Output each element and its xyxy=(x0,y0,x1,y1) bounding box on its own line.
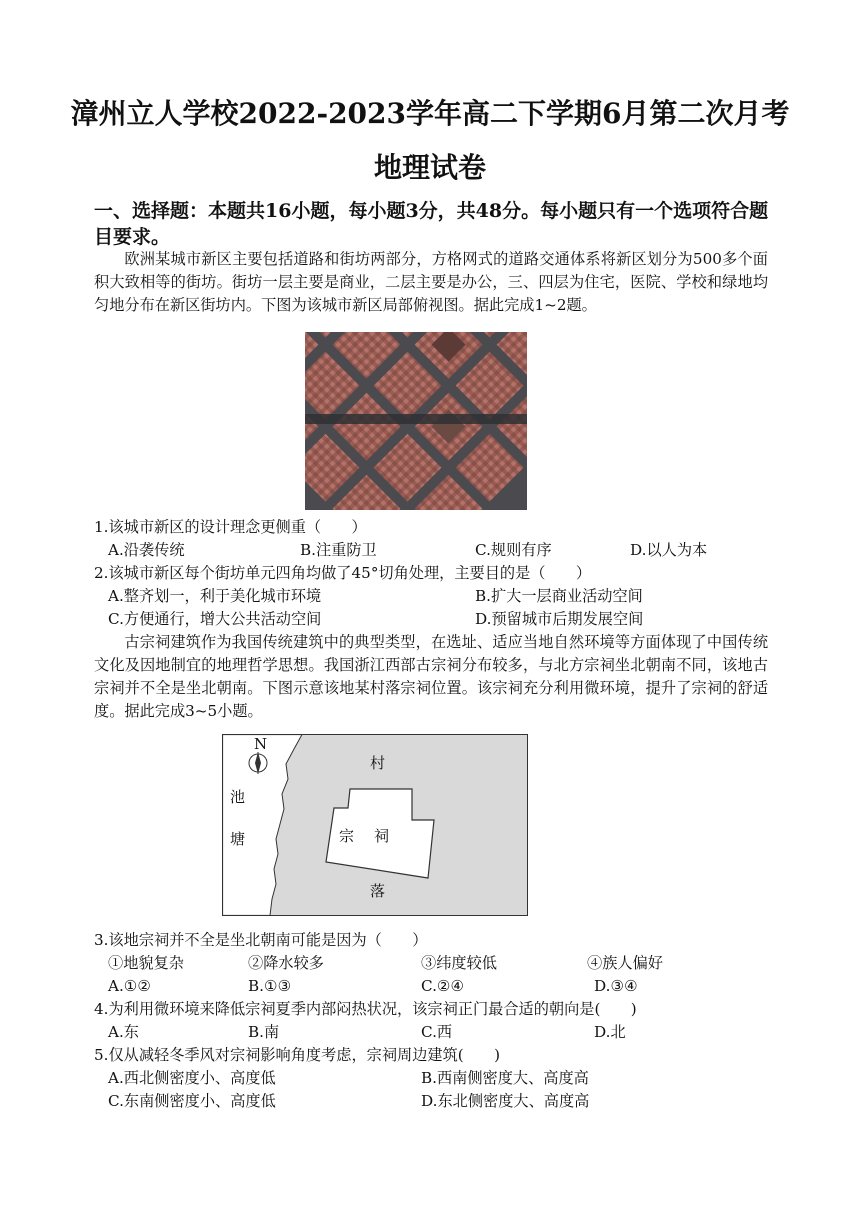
village-label-1: 村 xyxy=(370,754,386,772)
question-3-option-d[interactable]: D.③④ xyxy=(594,977,638,995)
question-4-option-b[interactable]: B.南 xyxy=(248,1023,280,1041)
question-1-option-c[interactable]: C.规则有序 xyxy=(475,541,552,559)
question-2-option-d[interactable]: D.预留城市后期发展空间 xyxy=(475,610,644,628)
question-3-item-3: ③纬度较低 xyxy=(421,954,497,972)
question-1-option-a[interactable]: A.沿袭传统 xyxy=(108,541,185,559)
question-2-option-b[interactable]: B.扩大一层商业活动空间 xyxy=(475,587,643,605)
question-5-option-d[interactable]: D.东北侧密度大、高度高 xyxy=(421,1092,590,1110)
question-4-stem: 4.为利用微环境来降低宗祠夏季内部闷热状况，该宗祠正门最合适的朝向是( ) xyxy=(94,1000,637,1018)
question-3-stem: 3.该地宗祠并不全是坐北朝南可能是因为（ ） xyxy=(94,931,428,949)
temple-label-2: 祠 xyxy=(374,827,390,845)
question-3-option-a[interactable]: A.①② xyxy=(108,977,152,995)
question-3-option-b[interactable]: B.①③ xyxy=(248,977,292,995)
village-label-2: 落 xyxy=(370,882,386,900)
question-5-option-a[interactable]: A.西北侧密度小、高度低 xyxy=(108,1069,276,1087)
north-label: N xyxy=(254,735,268,753)
temple-location-map xyxy=(222,734,528,916)
passage-1: 欧洲某城市新区主要包括道路和街坊两部分，方格网式的道路交通体系将新区划分为500多个面积大致相等的街坊。街坊一层主要是商业，二层主要是办公，三、四层为住宅，医院、学校和绿地均匀地分布在新区街坊内。下图为该城市新区局部俯视图。据此完成1~2题。 xyxy=(94,250,768,314)
pond-label-1: 池 xyxy=(230,788,246,806)
question-1-option-d[interactable]: D.以人为本 xyxy=(630,541,708,559)
question-3-item-2: ②降水较多 xyxy=(248,954,324,972)
question-3-item-1: ①地貌复杂 xyxy=(108,954,184,972)
exam-title-line2: 地理试卷 xyxy=(373,151,486,184)
section-heading: 一、选择题：本题共16小题，每小题3分，共48分。每小题只有一个选项符合题目要求。 xyxy=(94,200,769,248)
city-grid-illustration xyxy=(305,332,527,510)
question-1-stem: 1.该城市新区的设计理念更侧重（ ） xyxy=(94,518,367,536)
temple-label-1: 宗 xyxy=(339,827,355,845)
question-5-option-b[interactable]: B.西南侧密度大、高度高 xyxy=(421,1069,589,1087)
question-2-stem: 2.该城市新区每个街坊单元四角均做了45°切角处理，主要目的是（ ） xyxy=(94,564,592,582)
question-2-option-c[interactable]: C.方便通行，增大公共活动空间 xyxy=(108,610,322,628)
question-1-option-b[interactable]: B.注重防卫 xyxy=(300,541,377,559)
question-3-option-c[interactable]: C.②④ xyxy=(421,977,465,995)
question-4-option-c[interactable]: C.西 xyxy=(421,1023,453,1041)
exam-title-line1: 漳州立人学校2022-2023学年高二下学期6月第二次月考 xyxy=(70,97,790,130)
passage-2: 古宗祠建筑作为我国传统建筑中的典型类型，在选址、适应当地自然环境等方面体现了中国传统文化及因地制宜的地理哲学思想。我国浙江西部古宗祠分布较多，与北方宗祠坐北朝南不同，该地古宗祠并不全是坐北朝南。下图示意该地某村落宗祠位置。该宗祠充分利用微环境，提升了宗祠的舒适度。据此完成3~5小题。 xyxy=(94,633,768,720)
question-5-stem: 5.仅从减轻冬季风对宗祠影响角度考虑，宗祠周边建筑( ) xyxy=(94,1046,501,1064)
question-5-option-c[interactable]: C.东南侧密度小、高度低 xyxy=(108,1092,276,1110)
question-2-option-a[interactable]: A.整齐划一，利于美化城市环境 xyxy=(108,587,322,605)
question-3-item-4: ④族人偏好 xyxy=(587,954,663,972)
question-4-option-a[interactable]: A.东 xyxy=(108,1023,139,1041)
question-4-option-d[interactable]: D.北 xyxy=(594,1023,626,1041)
pond-label-2: 塘 xyxy=(230,830,246,848)
city-aerial-photo xyxy=(305,332,527,510)
